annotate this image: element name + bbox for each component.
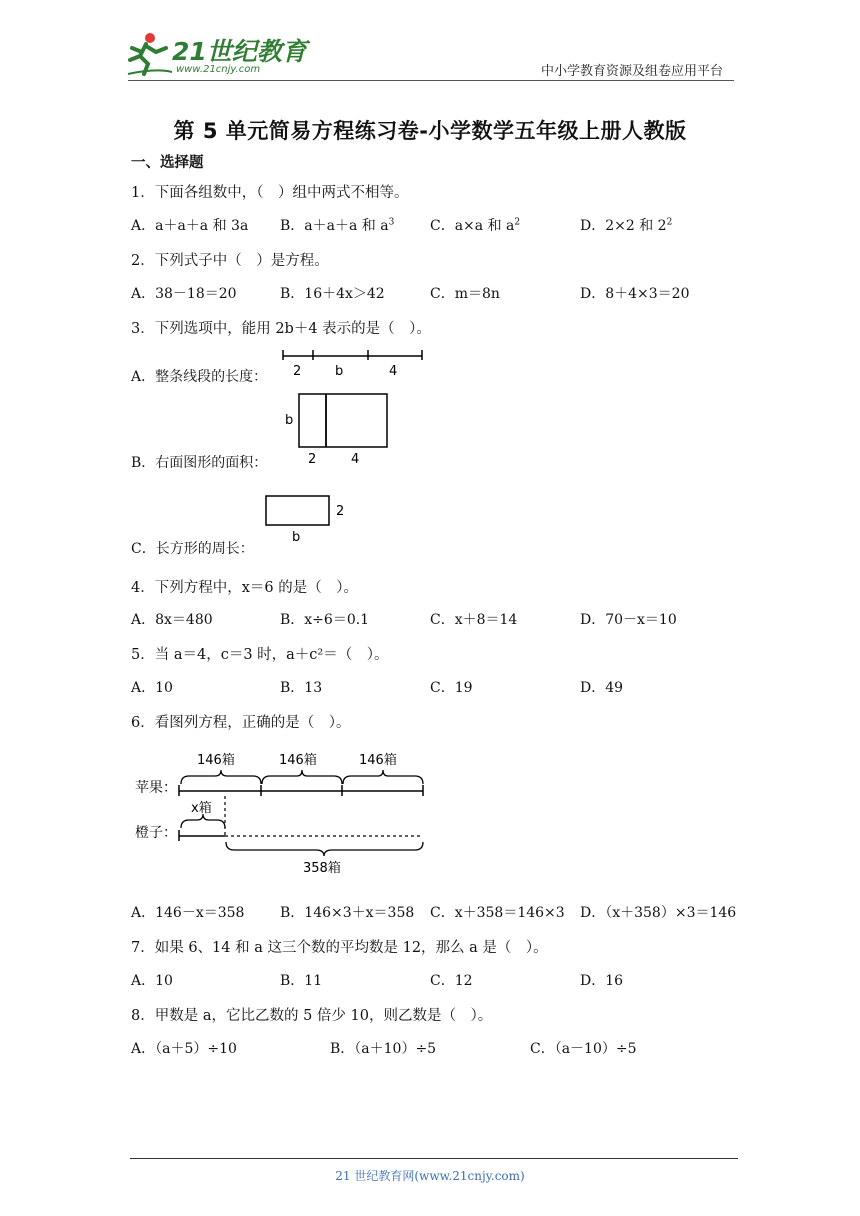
page-title: 第 5 单元简易方程练习卷-小学数学五年级上册人教版 [173,119,687,143]
runner-logo-icon [126,30,172,76]
superscript: 2 [666,217,673,228]
question-4-stem: 4．下列方程中，x＝6 的是（ ）。 [131,580,358,596]
question-2-option-b: B．16＋4x＞42 [280,286,385,302]
question-1-option-b [280,215,394,235]
question-7-option-d: D．16 [580,973,624,989]
q3-rectangle-figure [262,492,356,544]
q6-apple-label: 苹果： [135,780,177,796]
question-7-option-c: C．12 [430,973,473,989]
option-text: C．a×a 和 a [430,218,515,234]
question-1-option-d [580,215,672,235]
q6-box-label-2: 146箱 [279,753,317,768]
q3a-label-2: 2 [293,364,302,379]
q6-box-label-1: 146箱 [197,753,235,768]
question-3-option-b: B．右面图形的面积： [131,455,268,471]
q3b-label-4: 4 [351,452,360,467]
footer-divider [130,1158,738,1159]
q3c-label-b: b [292,530,301,544]
q3a-label-4: 4 [389,364,398,379]
q3a-label-b: b [335,364,344,379]
question-5-option-b: B．13 [280,680,323,696]
question-8-option-c: C．（a－10）÷5 [530,1041,637,1057]
question-3-option-a: A．整条线段的长度： [131,369,268,385]
question-8-stem: 8．甲数是 a，它比乙数的 5 倍少 10，则乙数是（ ）。 [131,1008,493,1024]
question-4-option-b: B．x÷6＝0.1 [280,612,370,628]
q6-diagram [131,740,431,880]
q6-total-label: 358箱 [303,861,341,876]
question-7-stem: 7．如果 6、14 和 a 这三个数的平均数是 12，那么 a 是（ ）。 [131,940,548,956]
question-5-option-c: C．19 [430,680,473,696]
question-2-option-d: D．8＋4×3＝20 [580,286,690,302]
question-6-option-d: D．（x＋358）×3＝146 [580,905,737,921]
question-4-option-a: A．8x＝480 [131,612,213,628]
header-divider [128,80,734,81]
question-7-option-b: B．11 [280,973,323,989]
question-1-option-c [430,215,520,235]
superscript: 2 [514,217,521,228]
question-6-option-a: A．146－x＝358 [131,905,245,921]
question-4-option-c: C．x＋8＝14 [430,612,518,628]
question-3-option-c: C．长方形的周长： [131,541,254,557]
q3b-label-2: 2 [308,452,317,467]
question-5-option-d: D．49 [580,680,624,696]
logo-url: www.21cnjy.com [176,64,261,75]
question-8-option-b: B．（a＋10）÷5 [330,1041,437,1057]
question-5-stem: 5．当 a＝4，c＝3 时，a＋c²＝（ ）。 [131,647,389,663]
site-logo [126,30,307,80]
option-text: B．a＋a＋a 和 a [280,218,389,234]
question-6-stem: 6．看图列方程，正确的是（ ）。 [131,715,351,731]
question-8-option-a: A．（a＋5）÷10 [131,1041,237,1057]
q6-orange-label: 橙子： [135,825,177,841]
question-1-stem: 1．下面各组数中，（ ）组中两式不相等。 [131,185,409,201]
question-7-option-a: A．10 [131,973,173,989]
option-text: D．2×2 和 2 [580,218,667,234]
q6-box-label-3: 146箱 [359,753,397,768]
question-4-option-d: D．70－x＝10 [580,612,677,628]
question-2-option-c: C．m＝8n [430,286,500,302]
q3-area-figure [282,392,392,468]
question-2-stem: 2．下列式子中（ ）是方程。 [131,253,329,269]
question-1-option-a: A．a＋a＋a 和 3a [131,218,249,234]
q3-segment-figure [276,346,428,380]
question-6-option-c: C．x＋358＝146×3 [430,905,565,921]
section-heading: 一、选择题 [131,155,204,171]
question-5-option-a: A．10 [131,680,173,696]
superscript: 3 [388,217,395,228]
logo-text: 21世纪教育 [172,37,307,66]
question-3-stem: 3．下列选项中，能用 2b＋4 表示的是（ ）。 [131,321,431,337]
header-slogan: 中小学教育资源及组卷应用平台 [541,64,724,79]
question-6-option-b: B．146×3＋x＝358 [280,905,415,921]
q3b-label-b: b [285,413,294,428]
question-2-option-a: A．38－18＝20 [131,286,237,302]
footer-link[interactable]: 21 世纪教育网(www.21cnjy.com) [335,1169,525,1183]
q6-x-label: x箱 [191,801,212,816]
q3c-label-2: 2 [336,504,345,519]
